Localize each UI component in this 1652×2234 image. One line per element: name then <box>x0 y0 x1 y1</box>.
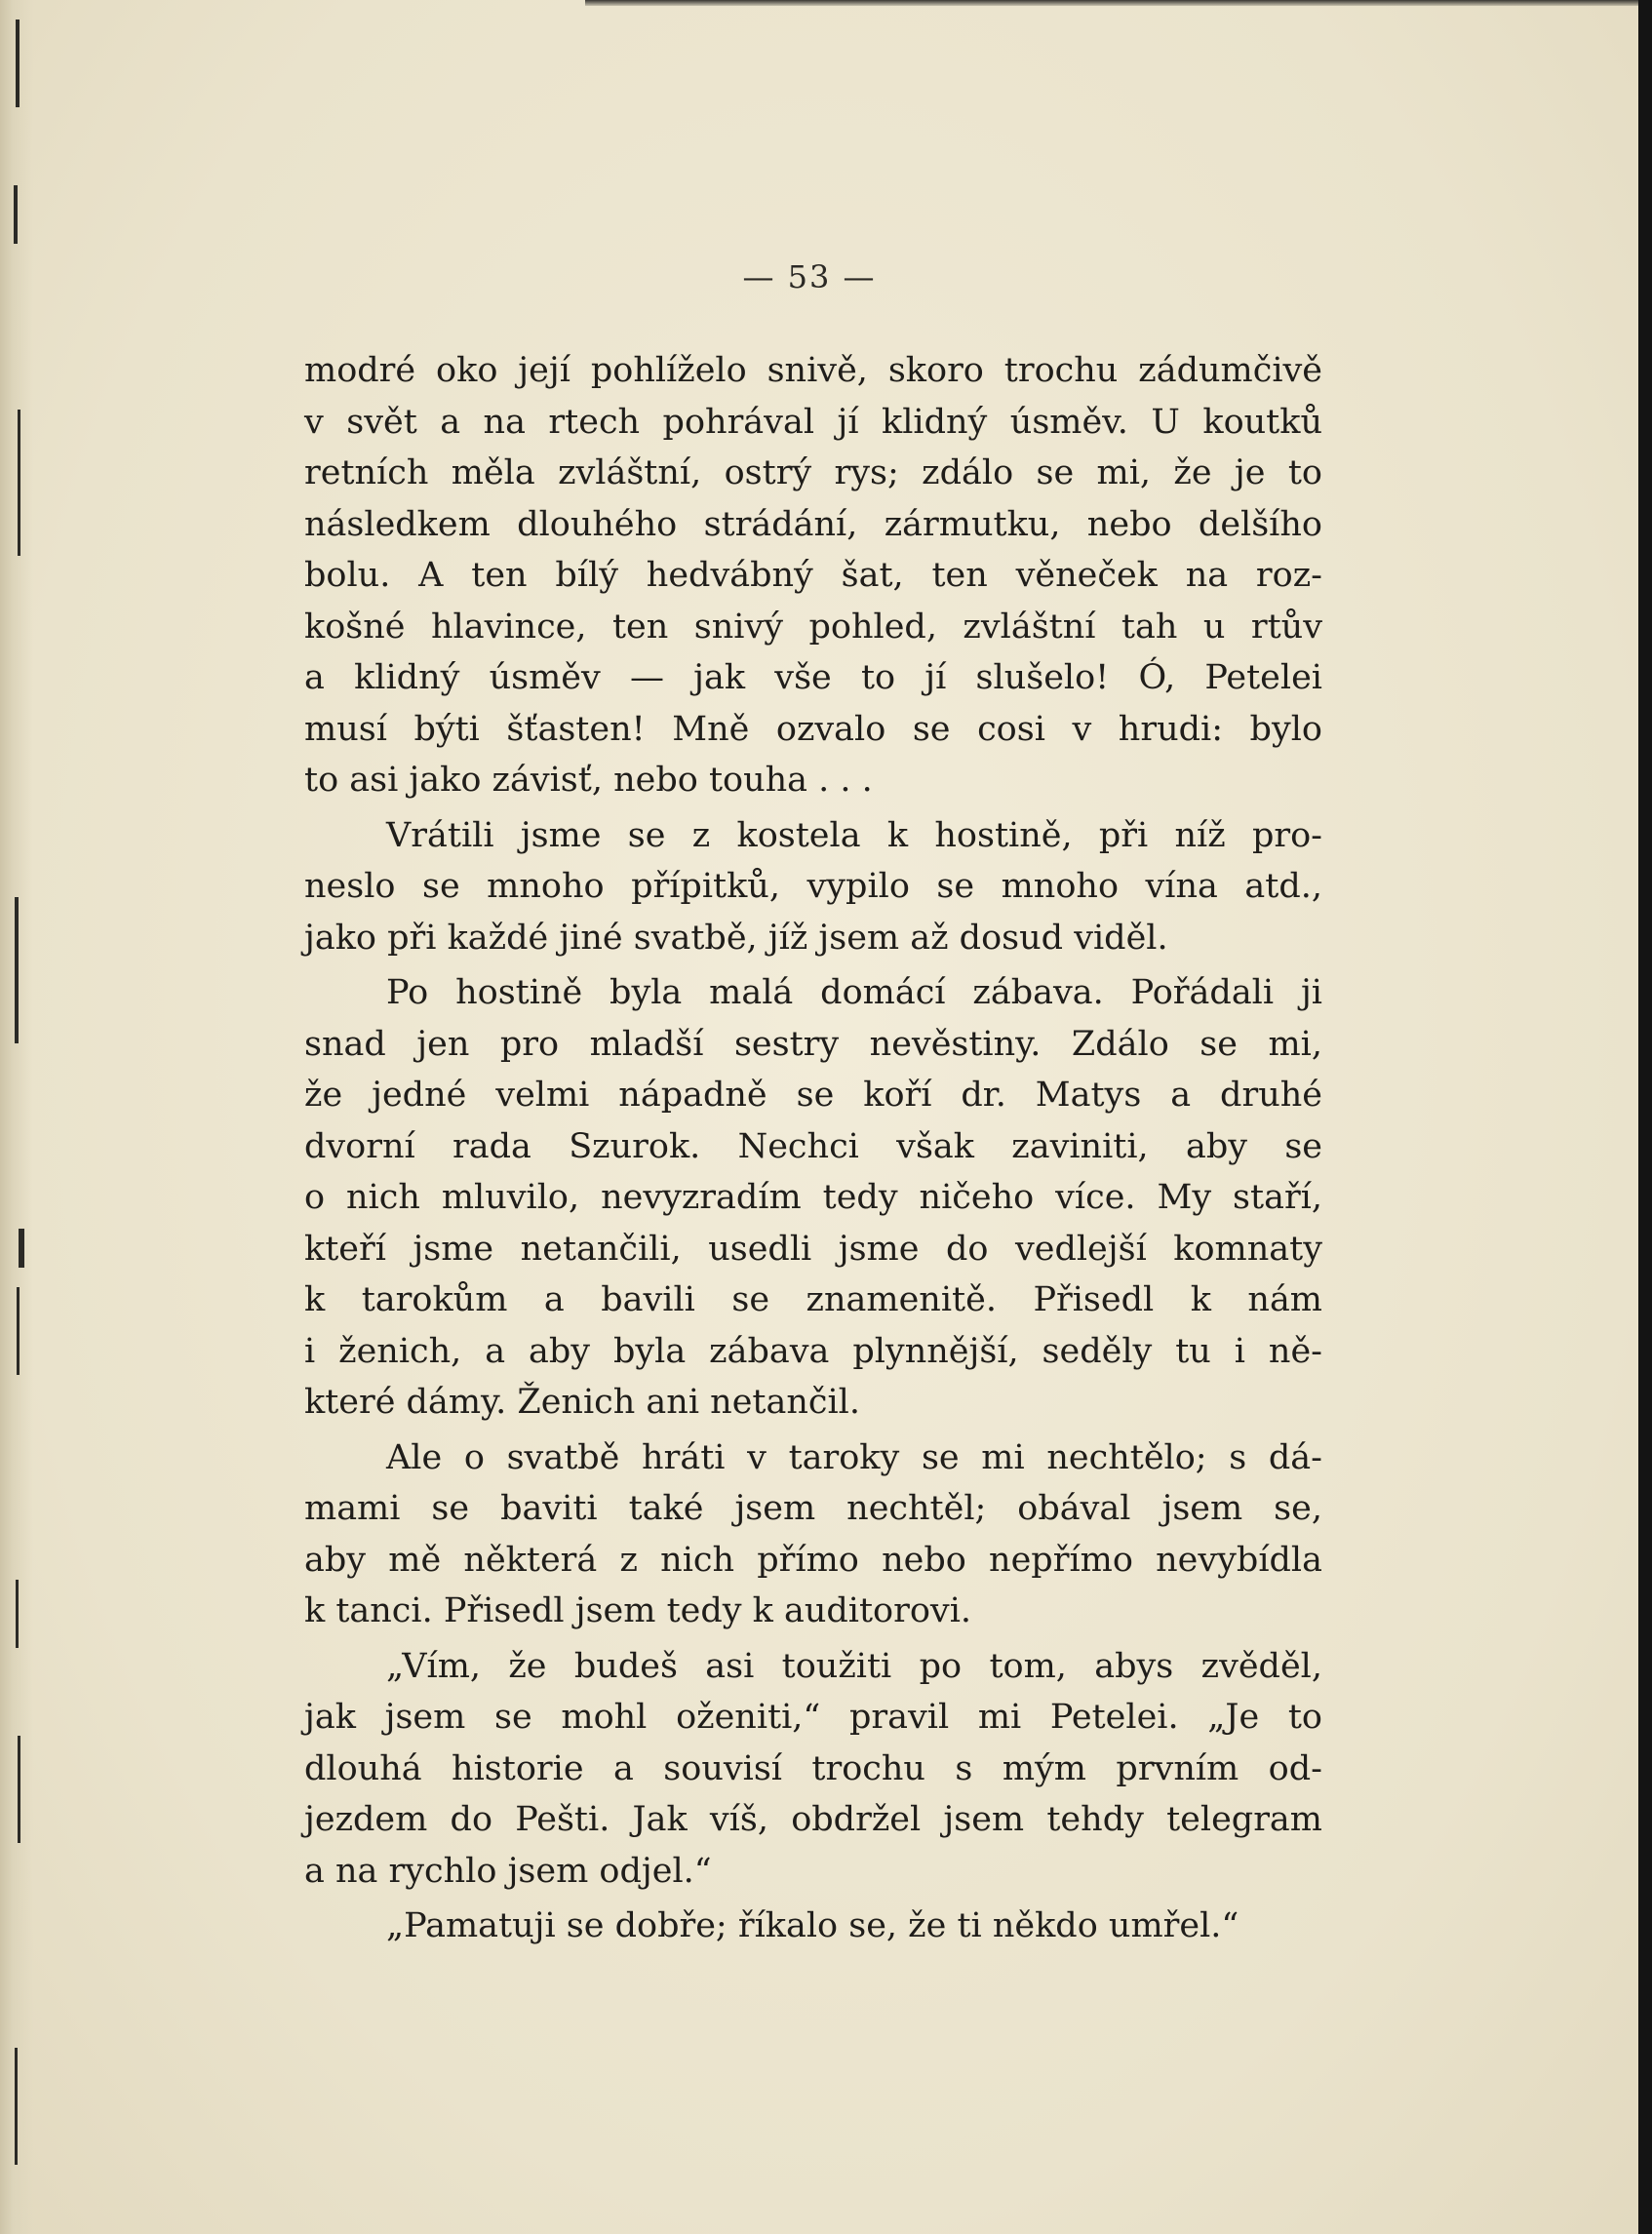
edge-mark <box>16 20 20 107</box>
paragraph <box>304 810 1322 964</box>
text-line: „Vím, že budeš asi toužiti po tom, abys zvěděl, <box>386 1646 1322 1686</box>
text-line: které dámy. Ženich ani netančil. <box>304 1383 860 1422</box>
text-line: jak jsem se mohl oženiti,“ pravil mi Petelei. „Je to <box>304 1698 1322 1737</box>
text-line: v svět a na rtech pohrával jí klidný úsměv. U koutků <box>304 402 1322 442</box>
text-line: Ale o svatbě hráti v taroky se mi nechtělo; s dá- <box>386 1437 1322 1477</box>
edge-mark <box>17 1287 20 1375</box>
body-text <box>304 345 1322 1952</box>
text-line: Vrátili jsme se z kostela k hostině, při níž pro- <box>386 815 1322 855</box>
edge-mark <box>14 185 18 244</box>
paragraph <box>304 1432 1322 1637</box>
text-line: modré oko její pohlíželo snivě, skoro trochu zádumčivě <box>304 351 1322 390</box>
text-line: košné hlavince, ten snivý pohled, zvláštní tah u rtův <box>304 607 1322 647</box>
paragraph <box>304 1641 1322 1898</box>
text-line: k tarokům a bavili se znamenitě. Přisedl k nám <box>304 1280 1322 1319</box>
text-line: kteří jsme netančili, usedli jsme do vedlejší komnaty <box>304 1229 1322 1269</box>
edge-mark <box>15 897 19 1043</box>
page-number: — 53 — <box>742 258 877 295</box>
text-line: Po hostině byla malá domácí zábava. Pořádali ji <box>386 973 1322 1012</box>
text-line: bolu. A ten bílý hedvábný šat, ten věneček na roz- <box>304 556 1322 595</box>
edge-mark <box>19 1229 24 1268</box>
edge-mark <box>18 1736 20 1843</box>
text-line: a na rychlo jsem odjel.“ <box>304 1851 712 1891</box>
edge-mark <box>16 1580 19 1648</box>
text-line: musí býti šťasten! Mně ozvalo se cosi v hrudi: bylo <box>304 709 1322 749</box>
text-line: že jedné velmi nápadně se koří dr. Matys a druhé <box>304 1076 1322 1115</box>
paragraph <box>304 967 1322 1429</box>
text-line: snad jen pro mladší sestry nevěstiny. Zdálo se mi, <box>304 1024 1322 1064</box>
text-line: to asi jako závisť, nebo touha . . . <box>304 761 873 800</box>
text-line: neslo se mnoho přípitků, vypilo se mnoho vína atd., <box>304 867 1322 906</box>
text-line: jako při každé jiné svatbě, jíž jsem až dosud viděl. <box>304 918 1168 958</box>
text-line: retních měla zvláštní, ostrý rys; zdálo se mi, že je to <box>304 453 1322 492</box>
text-line: k tanci. Přisedl jsem tedy k auditorovi. <box>304 1591 972 1630</box>
text-line: i ženich, a aby byla zábava plynnější, seděly tu i ně- <box>304 1331 1322 1371</box>
text-line: dvorní rada Szurok. Nechci však zaviniti, aby se <box>304 1126 1322 1166</box>
edge-mark <box>18 410 20 556</box>
text-line: aby mě některá z nich přímo nebo nepřímo nevybídla <box>304 1540 1322 1580</box>
right-scan-border <box>1638 0 1652 2234</box>
edge-mark <box>15 2048 18 2165</box>
text-line: dlouhá historie a souvisí trochu s mým prvním od- <box>304 1748 1322 1788</box>
text-line: mami se baviti také jsem nechtěl; obával jsem se, <box>304 1489 1322 1528</box>
text-line: a klidný úsměv — jak vše to jí slušelo! Ó, Petelei <box>304 658 1322 697</box>
binding-edge <box>0 0 33 2234</box>
text-line: jezdem do Pešti. Jak víš, obdržel jsem tehdy telegram <box>304 1800 1322 1839</box>
text-line: o nich mluvilo, nevyzradím tedy ničeho více. My staří, <box>304 1178 1322 1217</box>
paragraph <box>304 1901 1322 1952</box>
text-line: „Pamatuji se dobře; říkalo se, že ti někdo umřel.“ <box>386 1906 1239 1945</box>
text-line: následkem dlouhého strádání, zármutku, nebo delšího <box>304 504 1322 544</box>
paragraph <box>304 345 1322 806</box>
top-scan-edge <box>585 0 1638 6</box>
